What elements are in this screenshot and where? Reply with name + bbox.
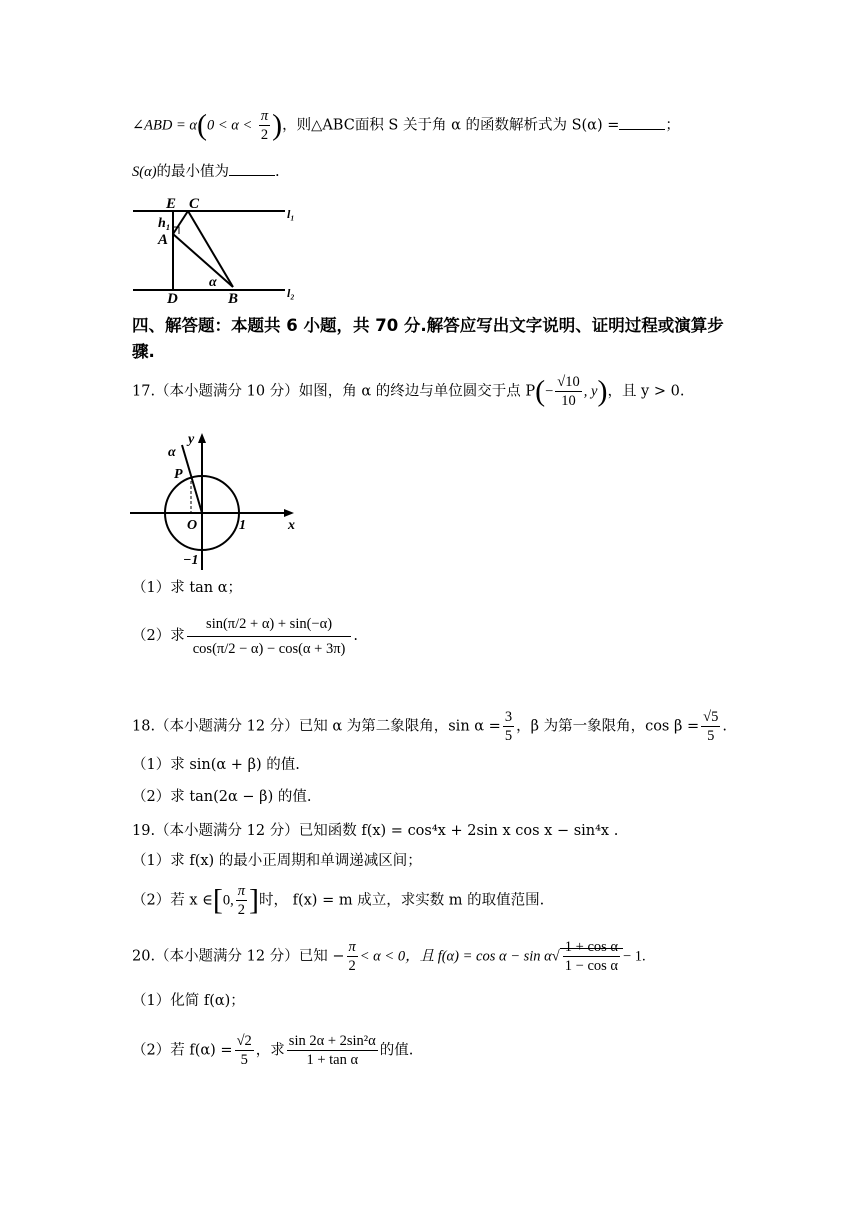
q16-answer-blank-2[interactable]: [229, 161, 275, 176]
q20-part2: （2）若 f(α) = $\frac{√2}{5}$ ，求 $\frac{\text{sin 2α + 2sin²α}}{\text{1 + tan α}}$ 的值.: [132, 1033, 414, 1069]
q17-part1: （1）求 tan α；: [132, 580, 243, 596]
q20-pi-over-2: $\frac{\pi}{2}$: [348, 939, 356, 975]
label-x: x: [288, 518, 295, 533]
label-C: C: [189, 196, 200, 212]
label-alpha: α: [209, 275, 217, 290]
label-1: 1: [239, 518, 246, 533]
q17-unit-circle-figure: [128, 430, 308, 575]
q18-part2: （2）求 tan(2α − β) 的值.: [132, 789, 312, 805]
q16-figure-labels: [157, 196, 295, 304]
q20-target-expression: $\frac{\text{sin 2α + 2sin²α}}{\text{1 + tan α}}$: [288, 1033, 376, 1069]
q19-pi-over-2: $\frac{\pi}{2}$: [237, 883, 245, 919]
q18-part1: （1）求 sin(α + β) 的值.: [132, 757, 300, 773]
label-neg1: −1: [183, 553, 199, 568]
label-A: A: [158, 232, 169, 248]
label-O: O: [187, 518, 198, 533]
label-l1: l₁: [287, 207, 295, 221]
label-D: D: [167, 291, 178, 304]
q17-part2: （2）求 $\frac{\sin(\pi/2 + \alpha) + \sin(-\alpha)}{\cos(\pi/2 - \alpha) - \cos(\alpha + 3\pi)}$ .: [132, 612, 358, 661]
q19-stem: 19.（本小题满分 12 分）已知函数 f(x) = cos⁴x + 2sin x cos x − sin⁴x .: [132, 823, 619, 839]
q18-sin-value: $\frac{3}{5}$: [504, 709, 513, 745]
q18-cos-value: $\frac{√5}{5}$: [703, 709, 719, 745]
section-heading: 四、解答题：本题共 6 小题，共 70 分.解答应写出文字说明、证明过程或演算步骤.: [132, 316, 724, 361]
label-h1: h₁: [158, 216, 171, 231]
q19-part1: （1）求 f(x) 的最小正周期和单调递减区间；: [132, 853, 422, 869]
label-alpha: α: [168, 445, 176, 460]
q16-angle-expr: ∠ABD = α: [132, 117, 197, 134]
q18-stem: 18.（本小题满分 12 分）已知 α 为第二象限角，sin α = $\frac{3}{5}$ ，β 为第一象限角，cos β = $\frac{√5}{5}$ .: [132, 709, 727, 745]
q16-line2: S(α)的最小值为 .: [132, 161, 280, 181]
q16-line1: ∠ABD = α(0 < α < $\frac{\pi}{2}$ )，则△ABC面积 S 关于角 α 的函数解析式为 S(α) = ；: [132, 108, 680, 144]
q16-question-text: ，则△ABC面积 S 关于角 α 的函数解析式为 S(α) =: [282, 117, 620, 134]
label-B: B: [228, 291, 239, 304]
q16-pi-over-2: $\frac{\pi}{2}$: [260, 108, 269, 144]
q20-stem: 20.（本小题满分 12 分）已知 − $\frac{\pi}{2}$ < α < 0，且 f(α) = cos α − sin α√ $\frac{\text{1 + cos α}}{\text{1 − cos α}}$ − 1.: [132, 939, 646, 975]
label-P: P: [174, 467, 183, 482]
label-y: y: [188, 432, 195, 447]
q20-f-value: $\frac{√2}{5}$: [236, 1033, 252, 1069]
q20-sqrt-fraction: $\frac{\text{1 + cos α}}{\text{1 − cos α}}$: [564, 939, 618, 975]
q17-part2-expression: $\frac{\sin(\pi/2 + \alpha) + \sin(-\alpha)}{\cos(\pi/2 - \alpha) - \cos(\alpha + 3\pi)}$: [187, 612, 352, 661]
q20-part1: （1）化简 f(α)；: [132, 993, 245, 1009]
q19-part2: （2）若 x ∈[0, $\frac{\pi}{2}$ ]时， f(x) = m 成立，求实数 m 的取值范围.: [132, 883, 545, 919]
label-l2: l₂: [287, 286, 295, 300]
q17-point-fraction: $\frac{√10}{10}$: [557, 374, 580, 410]
q17-stem: 17.（本小题满分 10 分）如图，角 α 的终边与单位圆交于点 P(− $\frac{√10}{10}$ , y)，且 y > 0.: [132, 374, 685, 410]
q16-figure: [130, 194, 300, 304]
q16-answer-blank-1[interactable]: [619, 115, 665, 130]
label-E: E: [166, 196, 177, 212]
